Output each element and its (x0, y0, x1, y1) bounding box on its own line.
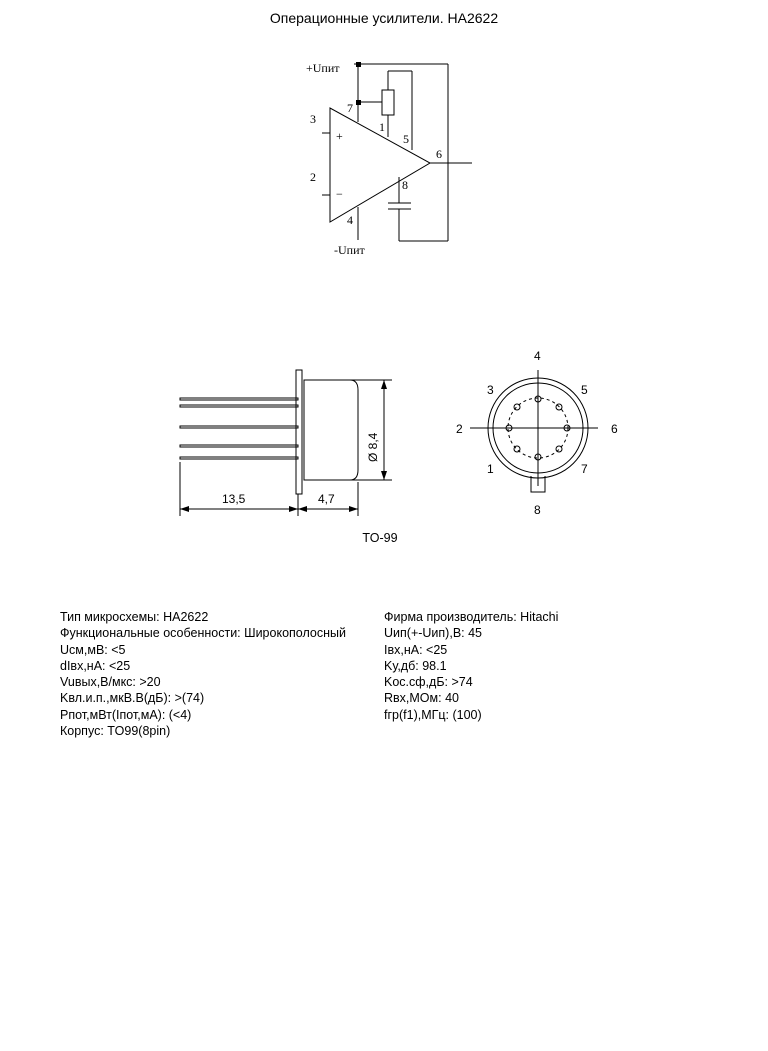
spec-power: Pпот,мВт(Iпот,мА): (<4) (60, 707, 192, 722)
pin-1-label: 1 (379, 120, 385, 134)
supply-neg-label: -Uпит (334, 243, 365, 257)
pin-2-label: 2 (310, 170, 316, 184)
package-name-label: TO-99 (362, 531, 398, 545)
minus-sign: − (336, 187, 343, 201)
spec-cmrr: Kос.сф,дБ: >74 (384, 675, 473, 690)
top-pin-8: 8 (534, 503, 541, 517)
top-pin-7: 7 (581, 462, 588, 476)
page-title: Операционные усилители. HA2622 (269, 10, 499, 26)
package-side-view (180, 370, 392, 516)
dim-diameter-label: Ø 8,4 (366, 432, 380, 462)
spec-psrr: Kвл.и.п.,мкВ.В(дБ): >(74) (60, 691, 205, 706)
pin-4-label: 4 (347, 213, 353, 227)
plus-sign: + (336, 129, 343, 143)
spec-input-resistance: Rвх,МОм: 40 (384, 691, 459, 706)
pin-6-label: 6 (436, 147, 442, 161)
spec-features: Функциональные особенности: Широкополосный (60, 626, 346, 641)
top-pin-3: 3 (487, 383, 494, 397)
pin-8-label: 8 (402, 178, 408, 192)
pin-7-label: 7 (347, 101, 353, 115)
pin-5-label: 5 (403, 132, 409, 146)
spec-bandwidth: fгр(f1),МГц: (100) (384, 707, 482, 722)
supply-pos-label: +Uпит (306, 61, 340, 75)
dim-length-label: 13,5 (222, 492, 246, 506)
spec-offset-voltage: Uсм,мВ: <5 (60, 642, 126, 657)
top-pin-4: 4 (534, 349, 541, 363)
specs-right (384, 609, 558, 723)
top-pin-1: 1 (487, 462, 494, 476)
pin-3-label: 3 (310, 112, 316, 126)
spec-package: Корпус: TO99(8pin) (60, 724, 171, 739)
top-pin-2: 2 (456, 422, 463, 436)
dim-body-label: 4,7 (318, 492, 335, 506)
spec-supply-voltage: Uип(+-Uип),В: 45 (384, 626, 483, 641)
spec-type: Тип микросхемы: HA2622 (60, 610, 209, 624)
spec-gain: Kу,дб: 98.1 (384, 658, 447, 673)
spec-input-current: Iвх,нА: <25 (384, 642, 448, 657)
top-pin-5: 5 (581, 383, 588, 397)
spec-input-offset-current: dIвх,нА: <25 (60, 658, 131, 673)
spec-manufacturer: Фирма производитель: Hitachi (384, 610, 559, 624)
top-pin-6: 6 (611, 422, 618, 436)
specs-left (60, 609, 346, 739)
spec-slew-rate: Vuвых,В/мкс: >20 (60, 675, 161, 690)
